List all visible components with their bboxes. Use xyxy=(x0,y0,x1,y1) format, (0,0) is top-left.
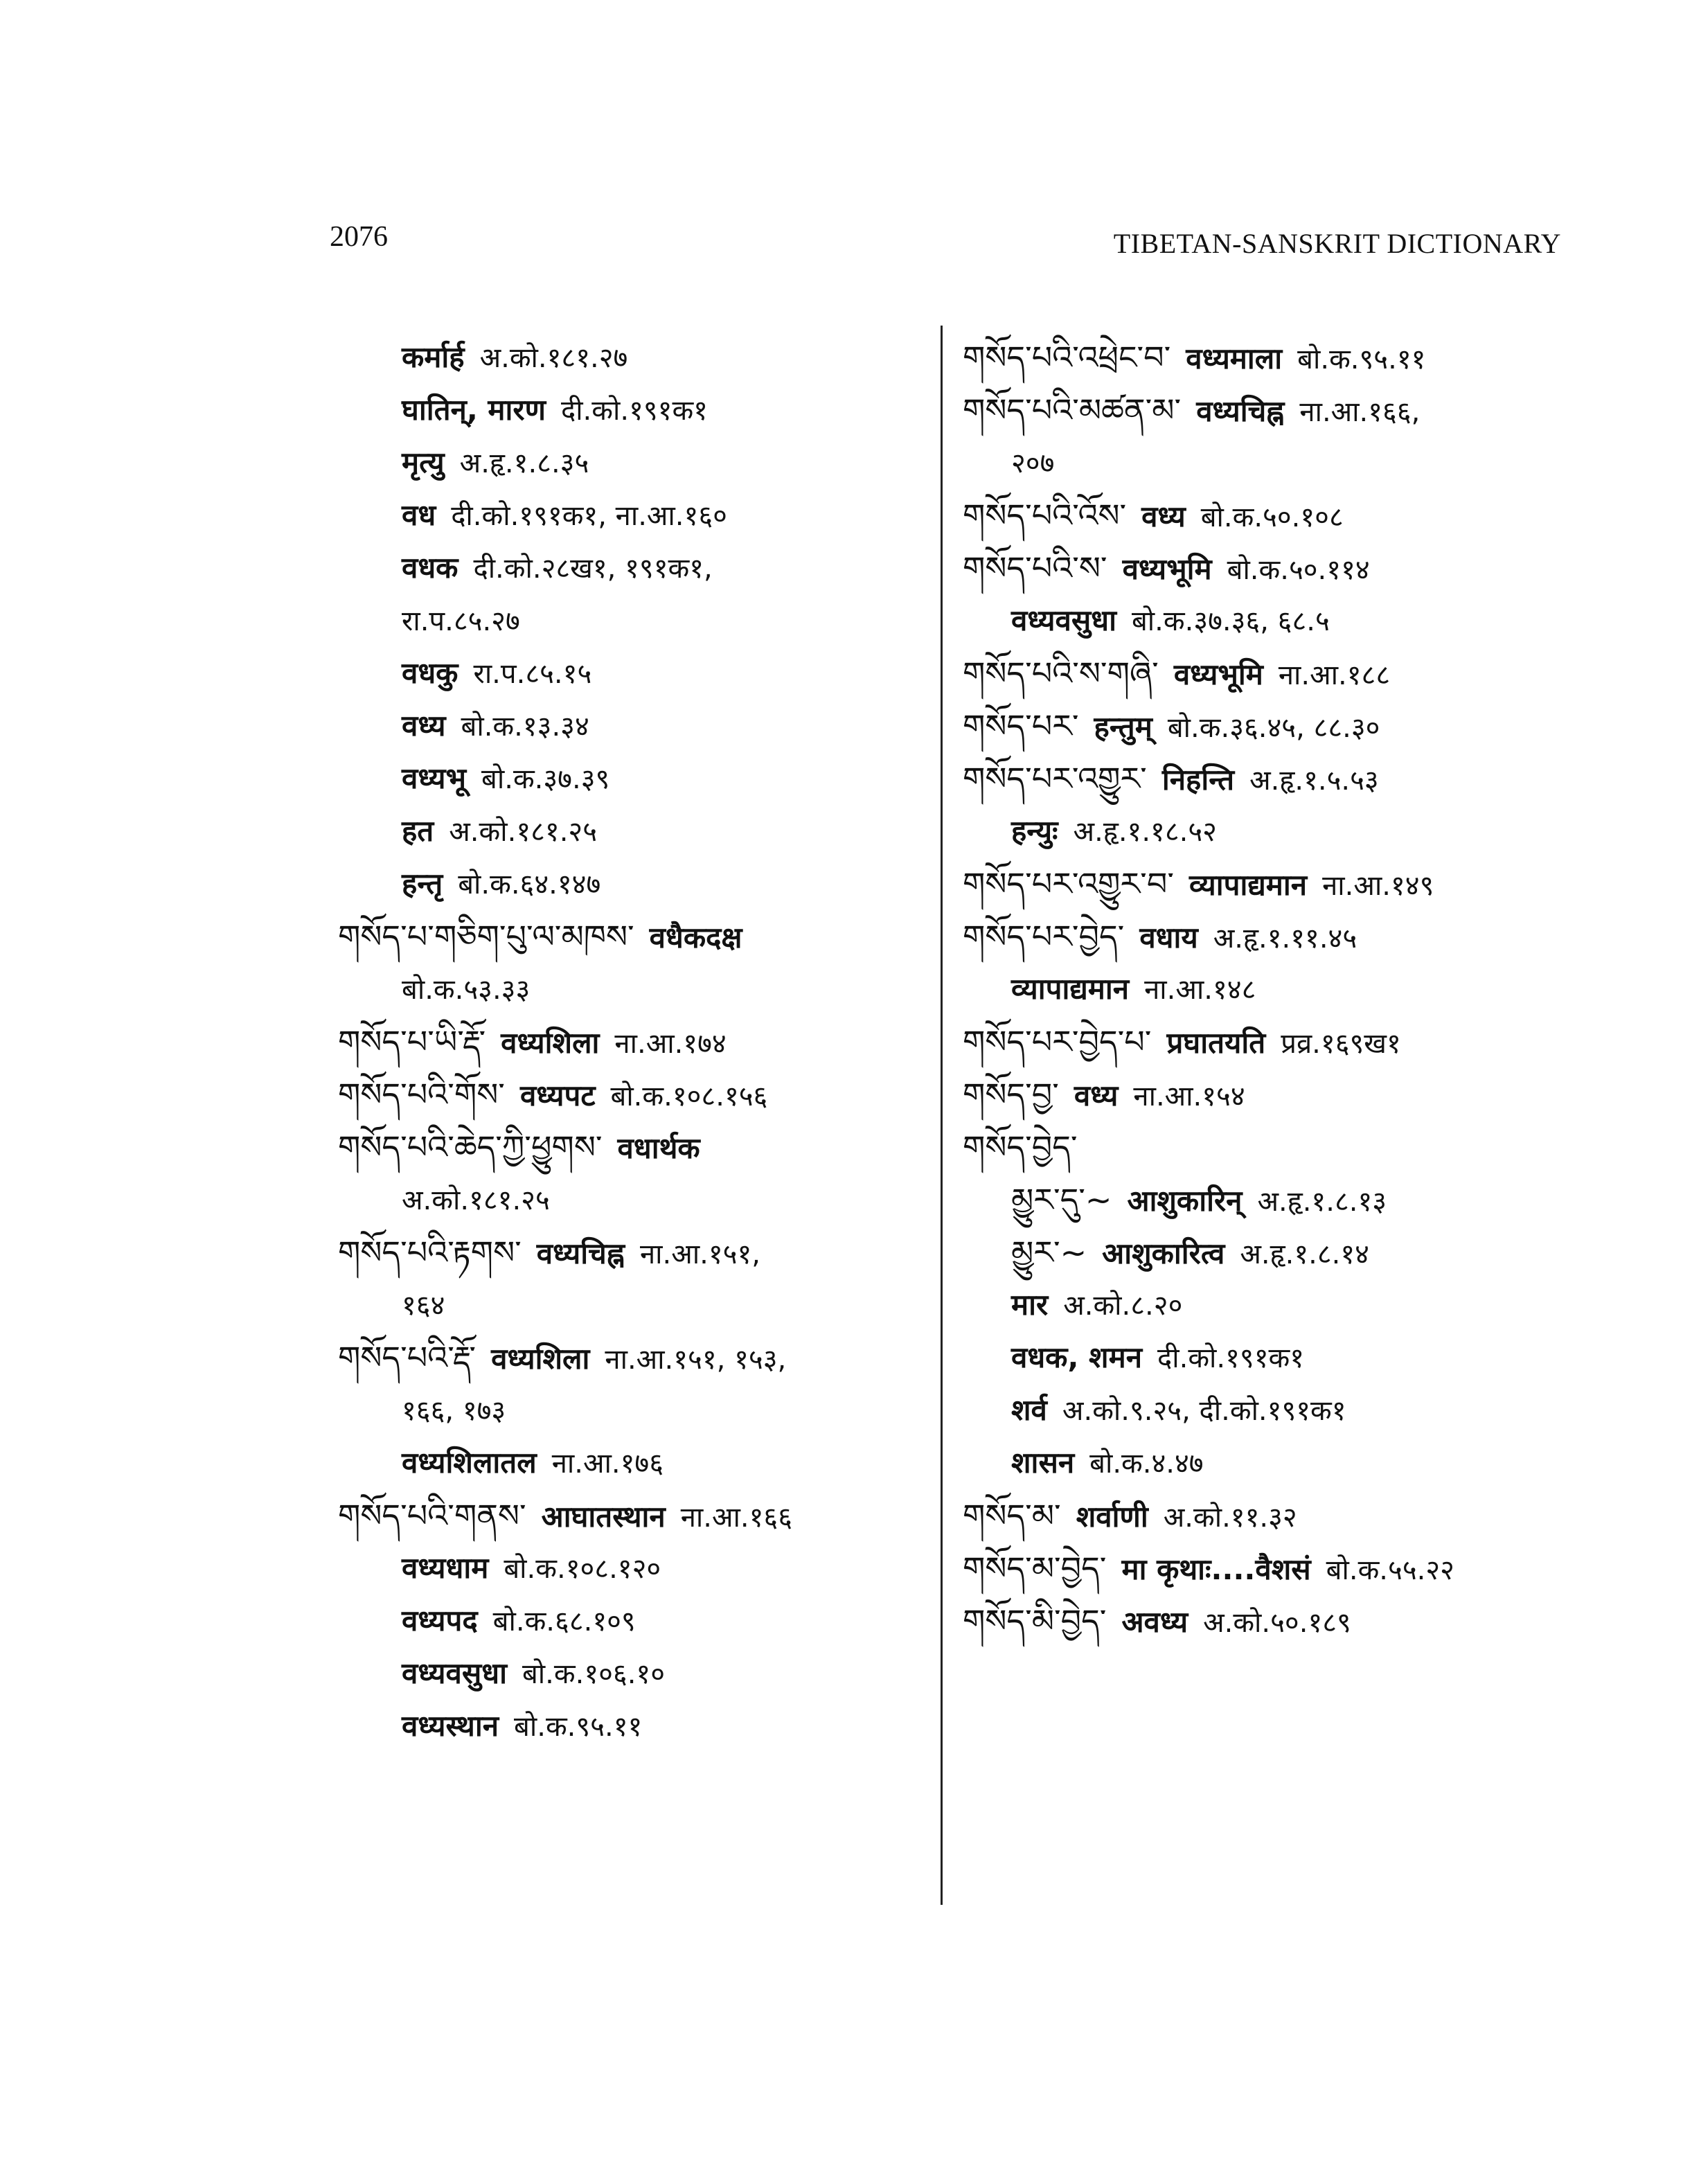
dictionary-line xyxy=(338,1489,920,1542)
tibetan-headword: གསོད་པ་ཡི་རྡོ་ xyxy=(338,1023,486,1060)
source-reference: ना.आ.१७४ xyxy=(614,1028,727,1060)
dictionary-line xyxy=(338,1173,920,1226)
dictionary-line xyxy=(963,963,1565,1015)
source-reference: ना.आ.१६६, xyxy=(1299,396,1421,428)
source-reference: रा.प.८५.१५ xyxy=(473,658,592,690)
sanskrit-equivalent: वध्यमाला xyxy=(1186,341,1283,375)
dictionary-line xyxy=(963,1121,1565,1173)
tibetan-headword: མྱུར་དུ་~ xyxy=(1011,1181,1112,1218)
source-reference: अ.को.५०.१८९ xyxy=(1203,1607,1351,1639)
dictionary-line xyxy=(963,1015,1565,1068)
source-reference: अ.को.११.३२ xyxy=(1163,1502,1297,1534)
tibetan-headword: མྱུར་~ xyxy=(1011,1234,1087,1271)
sanskrit-equivalent: वध्य xyxy=(1141,499,1186,533)
sanskrit-equivalent: वधकु xyxy=(402,656,458,690)
tibetan-headword: གསོད་མ་བྱེད་ xyxy=(963,1550,1107,1587)
tibetan-headword: གསོད་པའི་ས་ xyxy=(963,549,1107,587)
tibetan-headword: གསོད་པར་བྱེད་ xyxy=(963,918,1125,955)
sanskrit-equivalent: व्यापाद्यमान xyxy=(1188,868,1308,902)
sanskrit-equivalent: हन्तुम् xyxy=(1094,710,1152,744)
source-reference: बो.क.३७.३९ xyxy=(481,763,610,795)
sanskrit-equivalent: मार xyxy=(1011,1288,1049,1322)
tibetan-headword: གསོད་པར་བྱེད་པ་ xyxy=(963,1023,1152,1060)
source-reference: अ.को.९.२५, दी.को.१९१क१ xyxy=(1062,1395,1346,1427)
source-reference: ना.आ.१५१, xyxy=(639,1239,760,1270)
tibetan-headword: གསོད་མི་བྱེད་ xyxy=(963,1602,1107,1640)
dictionary-line xyxy=(963,542,1565,594)
dictionary-line xyxy=(963,752,1565,805)
source-reference: ना.आ.१५४ xyxy=(1133,1081,1245,1112)
dictionary-line xyxy=(338,1068,920,1121)
sanskrit-equivalent: मृत्यु xyxy=(402,445,445,479)
sanskrit-equivalent: आघातस्थान xyxy=(541,1500,666,1534)
source-reference: १६४ xyxy=(402,1290,445,1322)
tibetan-headword: གསོད་པར་འགྱུར་ xyxy=(963,760,1147,797)
source-reference: अ.हृ.१.८.३५ xyxy=(459,447,589,479)
tibetan-headword: གསོད་མ་ xyxy=(963,1497,1061,1534)
dictionary-line xyxy=(338,384,920,436)
right-column xyxy=(963,331,1565,1647)
source-reference: बो.क.१०८.१२० xyxy=(504,1553,661,1585)
dictionary-line xyxy=(338,647,920,700)
source-reference: बो.क.६४.१४७ xyxy=(458,869,601,900)
sanskrit-equivalent: घातिन्, मारण xyxy=(402,393,546,427)
dictionary-line xyxy=(338,805,920,858)
dictionary-line xyxy=(963,858,1565,910)
dictionary-line xyxy=(963,1279,1565,1331)
sanskrit-equivalent: वध्यचिह्न xyxy=(1196,394,1285,428)
source-reference: बो.क.९५.११ xyxy=(1297,344,1426,375)
dictionary-line xyxy=(338,1015,920,1068)
source-reference: अ.हृ.१.८.१३ xyxy=(1257,1186,1387,1218)
tibetan-headword: གསོད་པའི་གོས་ xyxy=(338,1076,505,1113)
sanskrit-equivalent: वध्य xyxy=(1074,1078,1119,1112)
source-reference: प्रव्र.१६९ख१ xyxy=(1281,1028,1401,1060)
tibetan-headword: གསོད་པའི་རྟགས་ xyxy=(338,1234,522,1271)
tibetan-headword: གསོད་པའི་ས་གཞི་ xyxy=(963,655,1159,692)
dictionary-line xyxy=(338,1437,920,1489)
source-reference: अ.हृ.१.१८.५२ xyxy=(1073,816,1217,848)
sanskrit-equivalent: वध्यवसुधा xyxy=(402,1656,507,1690)
dictionary-line xyxy=(963,384,1565,436)
dictionary-line xyxy=(963,489,1565,542)
sanskrit-equivalent: आशुकारित्व xyxy=(1102,1236,1225,1270)
dictionary-line xyxy=(963,1384,1565,1437)
source-reference: अ.को.१८१.२५ xyxy=(402,1184,550,1216)
dictionary-line xyxy=(963,1437,1565,1489)
left-column xyxy=(338,331,920,1752)
sanskrit-equivalent: अवध्य xyxy=(1121,1605,1188,1639)
dictionary-line xyxy=(338,1279,920,1331)
dictionary-line xyxy=(338,700,920,752)
dictionary-line xyxy=(963,805,1565,858)
tibetan-headword: གསོད་བྱེད་ xyxy=(963,1128,1078,1166)
sanskrit-equivalent: वध्यभूमि xyxy=(1122,552,1212,586)
dictionary-line xyxy=(963,594,1565,647)
dictionary-line xyxy=(338,1595,920,1647)
dictionary-line xyxy=(338,1700,920,1752)
sanskrit-equivalent: वध्यस्थान xyxy=(402,1709,499,1743)
tibetan-headword: གསོད་པའི་ཆེད་ཀྱི་ཕྱུགས་ xyxy=(338,1128,603,1166)
tibetan-headword: གསོད་པའི་འོས་ xyxy=(963,497,1127,534)
sanskrit-equivalent: वध्यधाम xyxy=(402,1551,489,1585)
dictionary-line xyxy=(963,1331,1565,1384)
dictionary-line xyxy=(338,1542,920,1595)
dictionary-line xyxy=(338,858,920,910)
sanskrit-equivalent: वध्यभू xyxy=(402,761,467,795)
dictionary-line xyxy=(338,752,920,805)
source-reference: अ.हृ.१.११.४५ xyxy=(1213,923,1357,955)
sanskrit-equivalent: वधैकदक्ष xyxy=(649,921,742,955)
dictionary-line xyxy=(963,1226,1565,1279)
sanskrit-equivalent: वध्यपट xyxy=(519,1078,596,1112)
source-reference: बो.क.५०.१०८ xyxy=(1200,501,1344,533)
source-reference: अ.हृ.१.५.५३ xyxy=(1249,765,1379,797)
sanskrit-equivalent: कर्मार्ह xyxy=(402,340,465,374)
sanskrit-equivalent: शर्वाणी xyxy=(1076,1500,1148,1534)
source-reference: बो.क.१०८.१५६ xyxy=(610,1081,768,1112)
source-reference: दी.को.२८ख१, १९१क१, xyxy=(473,553,713,585)
dictionary-line xyxy=(338,331,920,384)
source-reference: बो.क.९५.११ xyxy=(514,1711,643,1743)
dictionary-line xyxy=(963,647,1565,700)
sanskrit-equivalent: वधाय xyxy=(1139,921,1198,955)
source-reference: २०७ xyxy=(1011,447,1055,479)
source-reference: ना.आ.१४९ xyxy=(1322,870,1434,902)
sanskrit-equivalent: वधार्थक xyxy=(617,1131,700,1165)
running-head: TIBETAN-SANSKRIT DICTIONARY xyxy=(1113,228,1561,259)
sanskrit-equivalent: वध्यशिलातल xyxy=(402,1446,537,1480)
dictionary-line xyxy=(338,910,920,963)
sanskrit-equivalent: वधक, शमन xyxy=(1011,1340,1143,1374)
sanskrit-equivalent: वधक xyxy=(402,551,458,585)
source-reference: अ.हृ.१.८.१४ xyxy=(1240,1239,1369,1270)
dictionary-line xyxy=(963,1173,1565,1226)
source-reference: १६६, १७३ xyxy=(402,1395,506,1427)
sanskrit-equivalent: वध्यपद xyxy=(402,1604,478,1637)
dictionary-line xyxy=(338,963,920,1015)
source-reference: ना.आ.१८८ xyxy=(1278,659,1391,691)
sanskrit-equivalent: वध xyxy=(402,498,436,532)
dictionary-line xyxy=(963,700,1565,752)
tibetan-headword: གསོད་པའི་གནས་ xyxy=(338,1497,526,1534)
sanskrit-equivalent: वध्य xyxy=(402,709,446,743)
source-reference: बो.क.१०६.१० xyxy=(522,1658,666,1690)
sanskrit-equivalent: आशुकारिन् xyxy=(1127,1184,1243,1218)
source-reference: बो.क.३६.४५, ८८.३० xyxy=(1167,712,1380,744)
dictionary-line xyxy=(963,1542,1565,1595)
source-reference: बो.क.५३.३३ xyxy=(402,974,531,1006)
sanskrit-equivalent: प्रघातयति xyxy=(1166,1026,1266,1060)
sanskrit-equivalent: वध्यवसुधा xyxy=(1011,603,1116,637)
tibetan-headword: གསོད་པ་གཅིག་པུ་ལ་མཁས་ xyxy=(338,918,634,955)
source-reference: बो.क.१३.३४ xyxy=(461,711,589,743)
dictionary-line xyxy=(963,1595,1565,1647)
column-divider xyxy=(941,326,943,1905)
dictionary-line xyxy=(338,1331,920,1384)
sanskrit-equivalent: निहन्ति xyxy=(1161,763,1235,797)
sanskrit-equivalent: वध्यशिला xyxy=(501,1026,600,1060)
tibetan-headword: གསོད་བྱ་ xyxy=(963,1076,1059,1113)
source-reference: ना.आ.१६६ xyxy=(680,1502,793,1534)
source-reference: अ.को.८.२० xyxy=(1063,1290,1183,1322)
source-reference: ना.आ.१४८ xyxy=(1144,974,1256,1006)
sanskrit-equivalent: शर्व xyxy=(1011,1393,1047,1427)
sanskrit-equivalent: मा कृथाः....वैशसं xyxy=(1121,1552,1311,1586)
sanskrit-equivalent: वध्यशिला xyxy=(491,1342,590,1376)
dictionary-line xyxy=(338,1647,920,1700)
tibetan-headword: གསོད་པར་འགྱུར་བ་ xyxy=(963,865,1174,903)
dictionary-line xyxy=(338,436,920,489)
dictionary-line xyxy=(338,594,920,647)
dictionary-line xyxy=(963,1068,1565,1121)
source-reference: अ.को.१८१.२७ xyxy=(479,342,628,374)
dictionary-line xyxy=(338,1226,920,1279)
tibetan-headword: གསོད་པའི་འཕྲེང་བ་ xyxy=(963,339,1171,376)
source-reference: रा.प.८५.२७ xyxy=(402,605,520,637)
source-reference: बो.क.५५.२२ xyxy=(1326,1554,1454,1586)
dictionary-line xyxy=(338,1121,920,1173)
source-reference: ना.आ.१७६ xyxy=(551,1448,664,1480)
source-reference: दी.को.१९१क१ xyxy=(1157,1342,1305,1374)
tibetan-headword: གསོད་པའི་རྡོ་ xyxy=(338,1339,477,1376)
sanskrit-equivalent: व्यापाद्यमान xyxy=(1011,972,1130,1006)
dictionary-line xyxy=(963,436,1565,489)
source-reference: बो.क.३७.३६, ६८.५ xyxy=(1131,605,1330,637)
dictionary-line xyxy=(963,331,1565,384)
tibetan-headword: གསོད་པར་ xyxy=(963,707,1079,745)
source-reference: बो.क.६८.१०९ xyxy=(492,1606,636,1637)
source-reference: दी.को.१९१क१, ना.आ.१६० xyxy=(451,500,727,532)
page-number: 2076 xyxy=(330,221,388,253)
dictionary-line xyxy=(338,1384,920,1437)
source-reference: बो.क.४.४७ xyxy=(1089,1448,1204,1480)
sanskrit-equivalent: वध्यभूमि xyxy=(1173,657,1263,691)
source-reference: दी.को.१९१क१ xyxy=(560,395,708,427)
sanskrit-equivalent: शासन xyxy=(1011,1446,1075,1480)
dictionary-line xyxy=(963,910,1565,963)
sanskrit-equivalent: वध्यचिह्न xyxy=(536,1236,625,1270)
dictionary-line xyxy=(963,1489,1565,1542)
dictionary-line xyxy=(338,542,920,594)
dictionary-line xyxy=(338,489,920,542)
source-reference: बो.क.५०.११४ xyxy=(1227,554,1370,586)
sanskrit-equivalent: हन्तृ xyxy=(402,867,443,900)
source-reference: अ.को.१८१.२५ xyxy=(449,816,598,848)
sanskrit-equivalent: हत xyxy=(402,814,434,848)
tibetan-headword: གསོད་པའི་མཚན་མ་ xyxy=(963,391,1182,429)
source-reference: ना.आ.१५१, १५३, xyxy=(605,1344,787,1376)
sanskrit-equivalent: हन्युः xyxy=(1011,814,1058,848)
